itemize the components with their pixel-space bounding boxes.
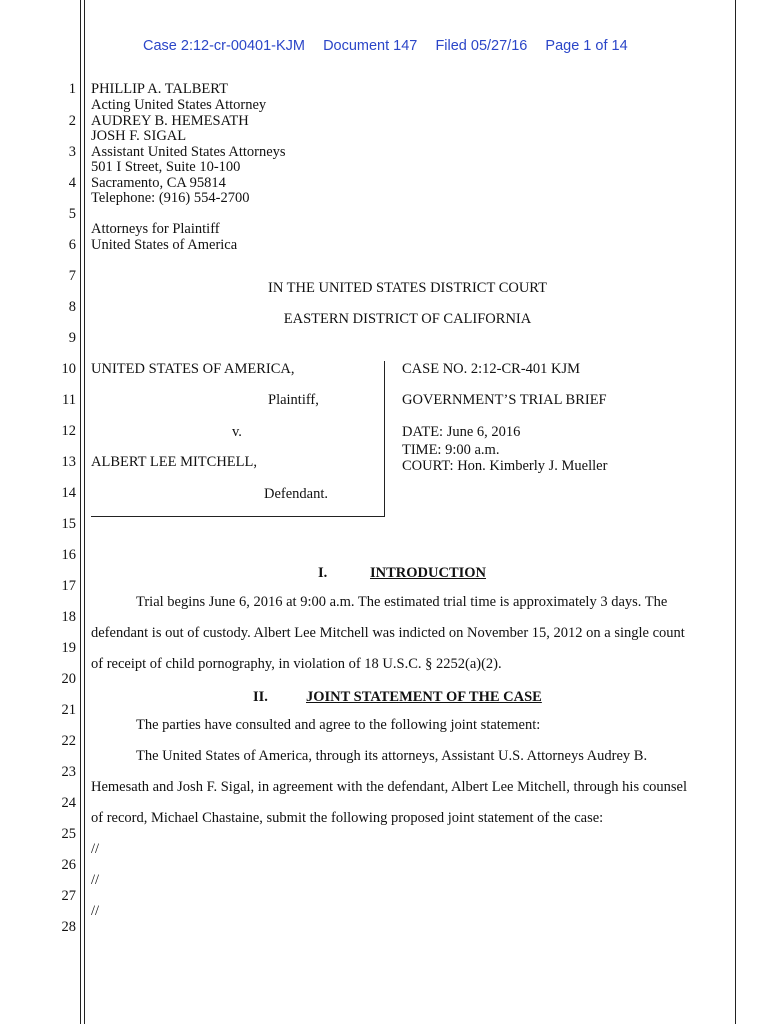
caption-defendant: ALBERT LEE MITCHELL, [91,454,257,470]
line-number: 11 [62,392,76,408]
attorney-line: Sacramento, CA 95814 [91,175,226,191]
header-document-number: Document 147 [323,38,418,54]
line-number: 13 [61,454,76,470]
line-number: 8 [68,299,76,315]
attorney-line: Acting United States Attorney [91,97,267,113]
filing-header [143,38,628,54]
body-line: The United States of America, through its attorneys, Assistant U.S. Attorneys Audrey B. [136,748,648,764]
body-line: The parties have consulted and agree to the following joint statement: [136,717,541,733]
caption-defendant-role: Defendant. [264,486,329,502]
line-number: 26 [61,857,76,873]
caption-hearing-court: COURT: Hon. Kimberly J. Mueller [402,458,608,474]
line-number: 9 [68,330,76,346]
court-name: IN THE UNITED STATES DISTRICT COURT [268,280,547,296]
line-number: 27 [61,888,76,904]
line-number: 10 [61,361,76,377]
body-line: // [91,872,100,888]
line-number: 2 [68,113,76,129]
body-line: of record, Michael Chastaine, submit the following proposed joint statement of the case: [91,810,604,826]
attorney-line: Assistant United States Attorneys [91,144,286,160]
line-number: 12 [61,423,76,439]
body-line: of receipt of child pornography, in violation of 18 U.S.C. § 2252(a)(2). [91,656,502,672]
caption-plaintiff: UNITED STATES OF AMERICA, [91,361,295,377]
line-number: 17 [61,578,76,594]
line-number: 4 [68,175,76,191]
line-number: 25 [61,826,76,842]
attorney-line: Telephone: (916) 554-2700 [91,190,250,206]
line-number: 20 [61,671,76,687]
section-number: II. [253,689,268,705]
right-margin-rule [735,0,736,1024]
caption-plaintiff-role: Plaintiff, [268,392,319,408]
attorney-line: AUDREY B. HEMESATH [91,113,249,129]
header-filed-date: Filed 05/27/16 [435,38,528,54]
court-district: EASTERN DISTRICT OF CALIFORNIA [283,311,532,327]
line-number: 22 [61,733,76,749]
body-line: // [91,841,100,857]
caption-document-title: GOVERNMENT’S TRIAL BRIEF [402,392,607,408]
caption-hearing-date: DATE: June 6, 2016 [402,424,521,440]
line-number: 1 [68,81,76,97]
line-number: 14 [61,485,76,501]
header-page-count: Page 1 of 14 [545,38,628,54]
caption-divider-horizontal [91,516,385,517]
line-number: 7 [68,268,76,284]
line-number: 15 [61,516,76,532]
caption-case-number: CASE NO. 2:12-CR-401 KJM [402,361,581,377]
attorney-line: 501 I Street, Suite 10-100 [91,159,241,175]
body-line: Trial begins June 6, 2016 at 9:00 a.m. The estimated trial time is approximately 3 days. The [136,594,668,610]
line-number: 24 [61,795,76,811]
line-number: 18 [61,609,76,625]
header-case-number: Case 2:12-cr-00401-KJM [143,38,305,54]
left-margin-rule-outer [80,0,81,1024]
line-number: 16 [61,547,76,563]
caption-versus: v. [232,424,242,440]
line-number: 21 [61,702,76,718]
section-number: I. [318,565,328,581]
line-number: 28 [61,919,76,935]
caption-hearing-time: TIME: 9:00 a.m. [402,442,500,458]
attorneys-for-line: United States of America [91,237,238,253]
line-number: 3 [68,144,76,160]
line-number: 23 [61,764,76,780]
attorneys-for-line: Attorneys for Plaintiff [91,221,220,237]
line-number: 6 [68,237,76,253]
body-line: // [91,903,100,919]
line-number: 5 [68,206,76,222]
line-number: 19 [61,640,76,656]
left-margin-rule-inner [84,0,85,1024]
attorney-line: JOSH F. SIGAL [91,128,187,144]
body-line: Hemesath and Josh F. Sigal, in agreement with the defendant, Albert Lee Mitchell, through his counsel [91,779,688,795]
attorney-line: PHILLIP A. TALBERT [91,81,228,97]
section-title: INTRODUCTION [370,565,487,581]
caption-divider-vertical [384,361,385,517]
body-line: defendant is out of custody. Albert Lee Mitchell was indicted on November 15, 2012 on a single count [91,625,685,641]
section-title: JOINT STATEMENT OF THE CASE [306,689,542,705]
